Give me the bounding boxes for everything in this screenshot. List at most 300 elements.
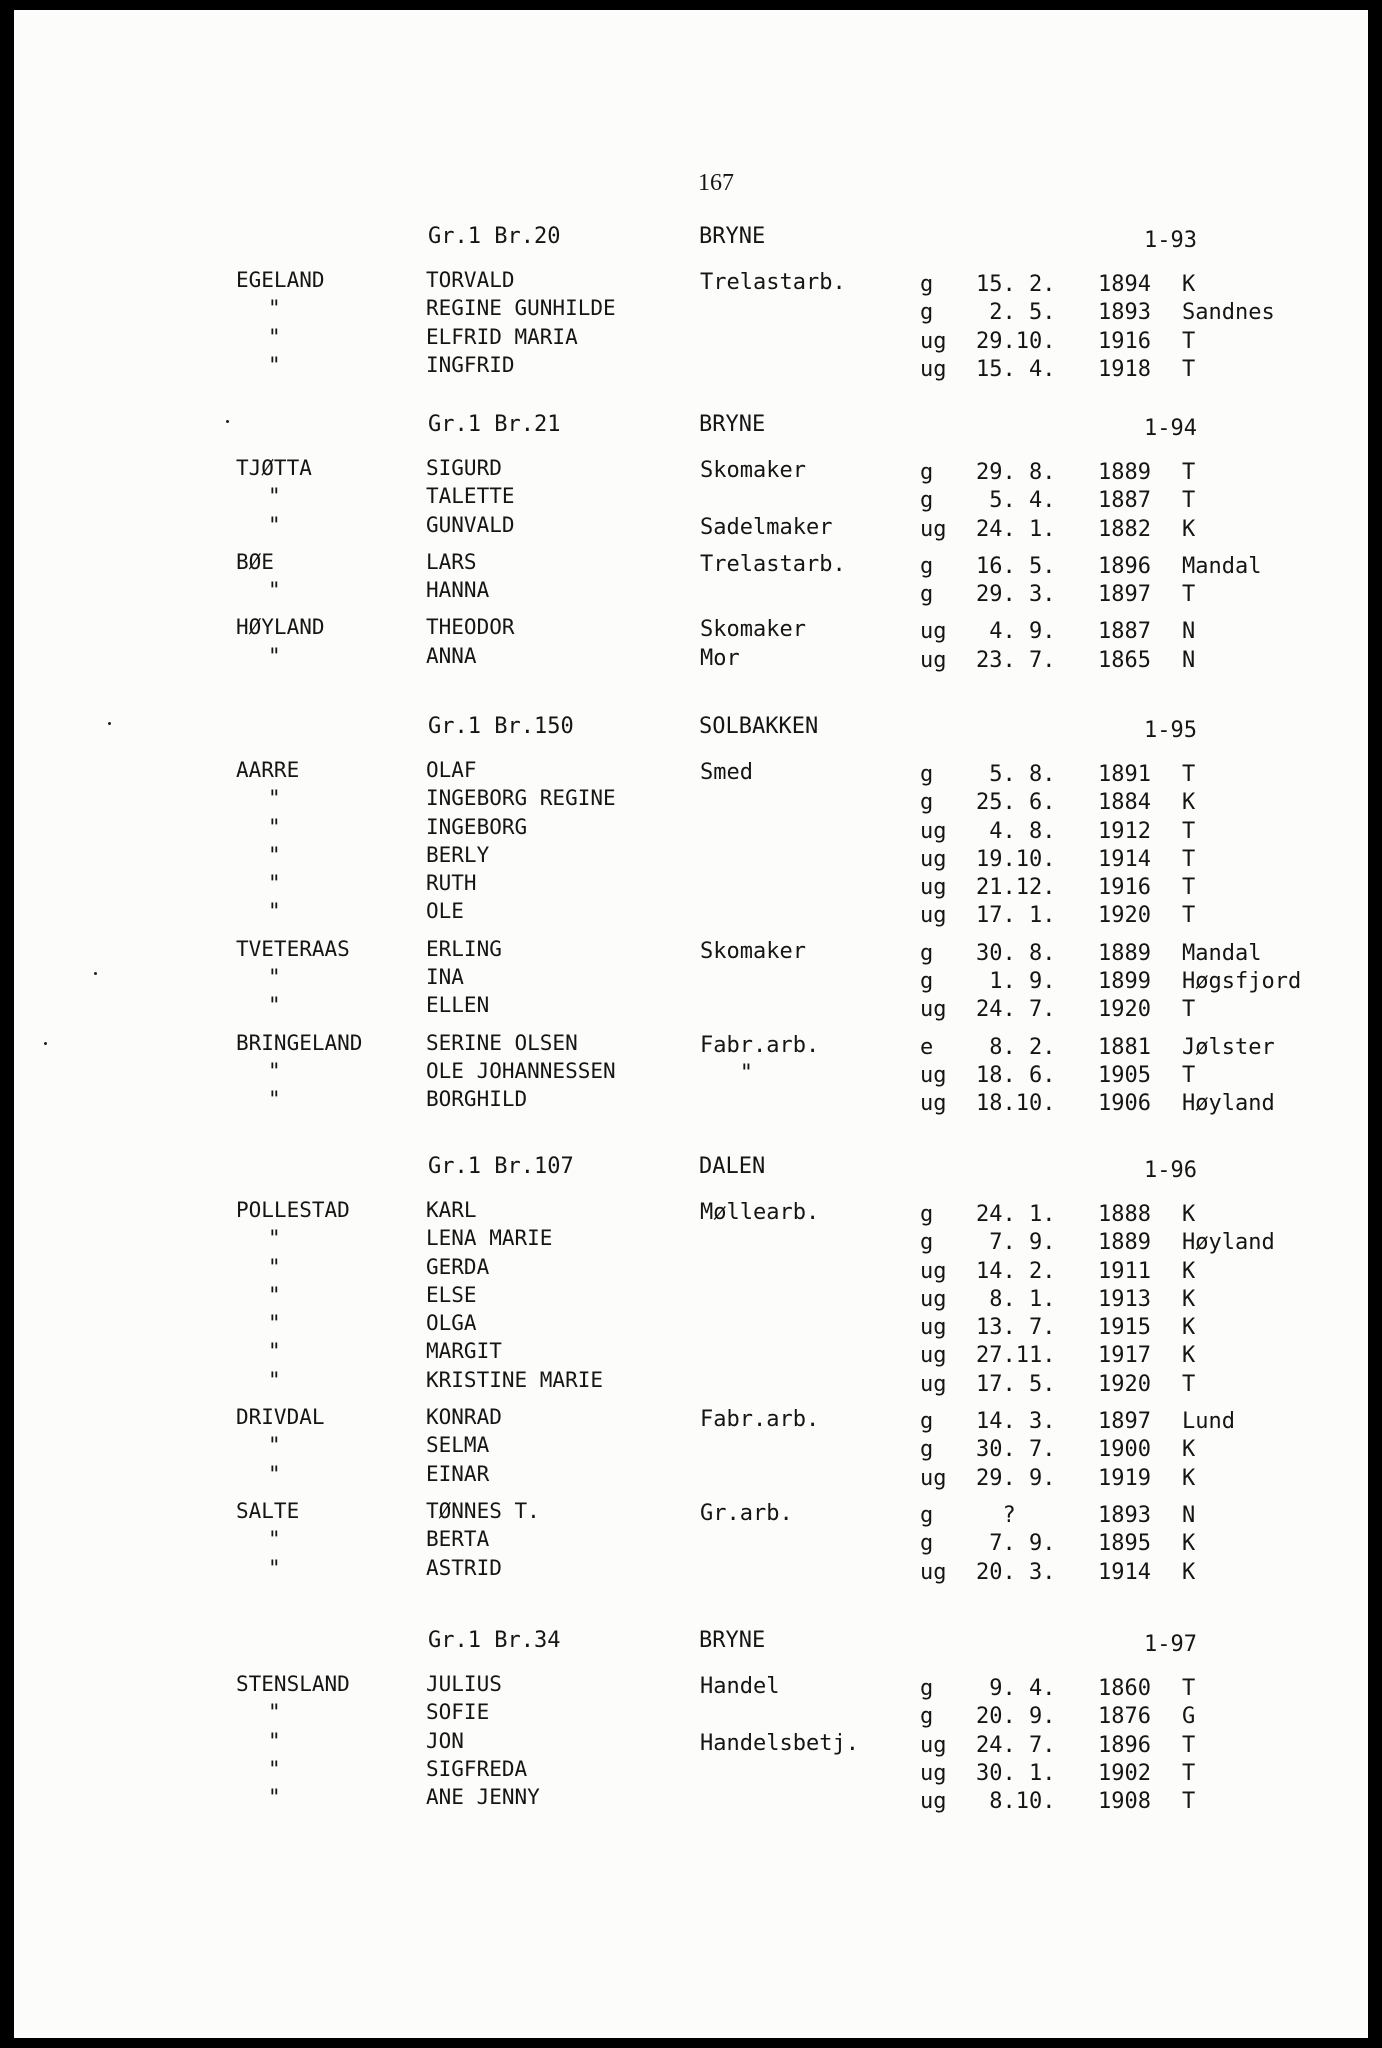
person-row xyxy=(14,1031,1368,1059)
given-name-cell: INGFRID xyxy=(426,352,515,377)
person-row xyxy=(14,550,1368,578)
person-row xyxy=(14,786,1368,814)
birth-date-cell: 24. 7. xyxy=(976,1732,1056,1758)
surname-cell: BRINGELAND xyxy=(236,1030,363,1055)
person-row xyxy=(14,513,1368,541)
scan-speck xyxy=(94,972,97,975)
group-code: 1-95 xyxy=(1144,718,1197,743)
birthplace-cell: T xyxy=(1182,997,1196,1023)
given-name-cell: OLE JOHANNESSEN xyxy=(426,1058,616,1083)
birth-year-cell: 1920 xyxy=(1098,1371,1151,1397)
birthplace-cell: K xyxy=(1182,1286,1196,1312)
occupation-cell: Skomaker xyxy=(700,617,806,643)
person-row xyxy=(14,1311,1368,1339)
person-row xyxy=(14,325,1368,353)
household-group xyxy=(14,1628,1368,1813)
birth-date-cell: 2. 5. xyxy=(976,300,1056,326)
surname-cell: " xyxy=(268,1756,281,1781)
marital-status-cell: g xyxy=(920,762,934,787)
scan-speck xyxy=(226,420,229,423)
birthplace-cell: K xyxy=(1182,1465,1196,1491)
surname-cell: " xyxy=(268,1282,281,1307)
person-row xyxy=(14,937,1368,965)
occupation-cell: Mor xyxy=(700,645,740,671)
birthplace-cell: T xyxy=(1182,356,1196,382)
person-row xyxy=(14,1700,1368,1728)
marital-status-cell: g xyxy=(920,1409,934,1435)
person-row xyxy=(14,1198,1368,1226)
given-name-cell: INGEBORG xyxy=(426,814,528,839)
given-name-cell: TORVALD xyxy=(426,268,515,292)
marital-status-cell: g xyxy=(920,460,934,485)
group-place: BRYNE xyxy=(699,412,766,437)
birth-year-cell: 1920 xyxy=(1098,997,1151,1023)
marital-status-cell: ug xyxy=(920,1258,947,1284)
given-name-cell: TALETTE xyxy=(426,484,515,509)
birth-date-cell: 4. 8. xyxy=(976,818,1056,844)
birthplace-cell: G xyxy=(1182,1704,1196,1730)
marital-status-cell: g xyxy=(920,1202,934,1227)
person-row xyxy=(14,1226,1368,1254)
birth-date-cell: ? xyxy=(976,1502,1016,1528)
given-name-cell: ERLING xyxy=(426,936,502,961)
birth-year-cell: 1905 xyxy=(1098,1062,1151,1088)
surname-cell: STENSLAND xyxy=(236,1672,350,1696)
marital-status-cell: ug xyxy=(920,1760,947,1786)
birth-year-cell: 1899 xyxy=(1098,969,1151,995)
birthplace-cell: T xyxy=(1182,328,1196,354)
birth-year-cell: 1902 xyxy=(1098,1760,1151,1786)
birthplace-cell: T xyxy=(1182,1760,1196,1786)
birthplace-cell: T xyxy=(1182,1062,1196,1088)
given-name-cell: KARL xyxy=(426,1198,477,1222)
birth-date-cell: 5. 8. xyxy=(976,762,1056,787)
surname-cell: " xyxy=(268,965,281,990)
birth-year-cell: 1887 xyxy=(1098,619,1151,645)
group-code: 1-97 xyxy=(1144,1632,1197,1657)
given-name-cell: BORGHILD xyxy=(426,1087,528,1112)
given-name-cell: JON xyxy=(426,1728,464,1753)
birthplace-cell: Jølster xyxy=(1182,1034,1275,1060)
group-address: Gr.1 Br.21 xyxy=(428,412,561,437)
person-row xyxy=(14,965,1368,993)
birthplace-cell: K xyxy=(1182,1559,1196,1585)
marital-status-cell: ug xyxy=(920,1789,947,1815)
person-row xyxy=(14,1339,1368,1367)
surname-cell: HØYLAND xyxy=(236,615,325,640)
birth-date-cell: 30. 1. xyxy=(976,1760,1056,1786)
birth-year-cell: 1897 xyxy=(1098,582,1151,608)
birthplace-cell: T xyxy=(1182,1676,1196,1701)
birth-year-cell: 1891 xyxy=(1098,762,1151,787)
marital-status-cell: ug xyxy=(920,846,947,872)
marital-status-cell: ug xyxy=(920,1343,947,1369)
surname-cell: " xyxy=(268,899,281,924)
household-group xyxy=(14,1154,1368,1584)
person-row xyxy=(14,296,1368,324)
group-header xyxy=(14,1628,1368,1672)
marital-status-cell: g xyxy=(920,1502,934,1528)
marital-status-cell: g xyxy=(920,790,934,816)
birth-date-cell: 15. 2. xyxy=(976,272,1056,297)
birth-year-cell: 1889 xyxy=(1098,1230,1151,1256)
birthplace-cell: N xyxy=(1182,619,1196,645)
given-name-cell: LENA MARIE xyxy=(426,1226,553,1251)
birthplace-cell: Lund xyxy=(1182,1409,1235,1435)
person-row xyxy=(14,758,1368,786)
birth-year-cell: 1888 xyxy=(1098,1202,1151,1227)
marital-status-cell: ug xyxy=(920,997,947,1023)
person-row xyxy=(14,1556,1368,1584)
group-address: Gr.1 Br.107 xyxy=(428,1154,574,1179)
birth-date-cell: 1. 9. xyxy=(976,969,1056,995)
marital-status-cell: ug xyxy=(920,818,947,844)
birthplace-cell: T xyxy=(1182,875,1196,901)
given-name-cell: KONRAD xyxy=(426,1405,502,1430)
person-row xyxy=(14,484,1368,512)
birth-date-cell: 9. 4. xyxy=(976,1676,1056,1701)
group-place: BRYNE xyxy=(699,224,766,249)
marital-status-cell: ug xyxy=(920,1286,947,1312)
birth-year-cell: 1889 xyxy=(1098,940,1151,966)
surname-cell: " xyxy=(268,1433,281,1458)
birth-year-cell: 1914 xyxy=(1098,1559,1151,1585)
given-name-cell: ANNA xyxy=(426,643,477,668)
birth-year-cell: 1916 xyxy=(1098,875,1151,901)
marital-status-cell: ug xyxy=(920,516,947,542)
surname-cell: EGELAND xyxy=(236,268,325,292)
birth-date-cell: 20. 9. xyxy=(976,1704,1056,1730)
group-code: 1-94 xyxy=(1144,416,1197,441)
person-row xyxy=(14,1785,1368,1813)
birthplace-cell: Sandnes xyxy=(1182,300,1275,326)
birth-date-cell: 14. 3. xyxy=(976,1409,1056,1435)
group-address: Gr.1 Br.34 xyxy=(428,1628,561,1653)
birthplace-cell: Høyland xyxy=(1182,1091,1275,1117)
surname-cell: BØE xyxy=(236,549,274,574)
birth-date-cell: 5. 4. xyxy=(976,488,1056,514)
surname-cell: " xyxy=(268,1555,281,1580)
birthplace-cell: T xyxy=(1182,818,1196,844)
group-header xyxy=(14,1154,1368,1198)
group-code: 1-93 xyxy=(1144,228,1197,253)
surname-cell: " xyxy=(268,1254,281,1279)
surname-cell: " xyxy=(268,1785,281,1810)
occupation-cell: Sadelmaker xyxy=(700,514,833,540)
birth-year-cell: 1860 xyxy=(1098,1676,1151,1701)
surname-cell: " xyxy=(268,814,281,839)
marital-status-cell: g xyxy=(920,1531,934,1557)
person-row xyxy=(14,815,1368,843)
person-row xyxy=(14,1405,1368,1433)
birthplace-cell: K xyxy=(1182,790,1196,816)
birth-year-cell: 1906 xyxy=(1098,1091,1151,1117)
person-row xyxy=(14,268,1368,296)
birthplace-cell: T xyxy=(1182,582,1196,608)
birth-year-cell: 1918 xyxy=(1098,356,1151,382)
person-row xyxy=(14,578,1368,606)
person-row xyxy=(14,1729,1368,1757)
birth-date-cell: 7. 9. xyxy=(976,1230,1056,1256)
birthplace-cell: T xyxy=(1182,1732,1196,1758)
surname-cell: " xyxy=(268,842,281,867)
marital-status-cell: g xyxy=(920,582,934,608)
birth-year-cell: 1889 xyxy=(1098,460,1151,485)
marital-status-cell: ug xyxy=(920,1315,947,1341)
marital-status-cell: ug xyxy=(920,1062,947,1088)
birth-date-cell: 8. 1. xyxy=(976,1286,1056,1312)
given-name-cell: INGEBORG REGINE xyxy=(426,786,616,811)
birth-year-cell: 1887 xyxy=(1098,488,1151,514)
birth-year-cell: 1917 xyxy=(1098,1343,1151,1369)
surname-cell: " xyxy=(268,578,281,603)
birth-year-cell: 1895 xyxy=(1098,1531,1151,1557)
birth-date-cell: 7. 9. xyxy=(976,1531,1056,1557)
marital-status-cell: g xyxy=(920,553,934,579)
surname-cell: " xyxy=(268,1728,281,1753)
person-row xyxy=(14,1527,1368,1555)
birthplace-cell: K xyxy=(1182,516,1196,542)
marital-status-cell: g xyxy=(920,1437,934,1463)
surname-cell: " xyxy=(268,484,281,509)
group-place: SOLBAKKEN xyxy=(699,714,819,739)
birth-date-cell: 25. 6. xyxy=(976,790,1056,816)
marital-status-cell: g xyxy=(920,1704,934,1730)
household-group xyxy=(14,714,1368,1116)
given-name-cell: GERDA xyxy=(426,1254,490,1279)
birth-year-cell: 1911 xyxy=(1098,1258,1151,1284)
surname-cell: TJØTTA xyxy=(236,456,312,480)
occupation-cell: Skomaker xyxy=(700,938,806,964)
birth-year-cell: 1896 xyxy=(1098,1732,1151,1758)
document-page xyxy=(14,10,1368,2038)
birth-date-cell: 24. 1. xyxy=(976,1202,1056,1227)
birthplace-cell: T xyxy=(1182,762,1196,787)
marital-status-cell: g xyxy=(920,969,934,995)
given-name-cell: REGINE GUNHILDE xyxy=(426,296,616,321)
birthplace-cell: N xyxy=(1182,647,1196,673)
occupation-cell: Handel xyxy=(700,1674,780,1699)
birth-date-cell: 23. 7. xyxy=(976,647,1056,673)
birthplace-cell: T xyxy=(1182,1371,1196,1397)
birthplace-cell: K xyxy=(1182,1437,1196,1463)
surname-cell: " xyxy=(268,993,281,1018)
occupation-cell: Fabr.arb. xyxy=(700,1032,820,1058)
person-row xyxy=(14,1368,1368,1396)
given-name-cell: ANE JENNY xyxy=(426,1785,540,1810)
given-name-cell: JULIUS xyxy=(426,1672,502,1696)
given-name-cell: OLE xyxy=(426,899,464,924)
birth-year-cell: 1897 xyxy=(1098,1409,1151,1435)
person-row xyxy=(14,1433,1368,1461)
birth-date-cell: 30. 8. xyxy=(976,940,1056,966)
birth-year-cell: 1919 xyxy=(1098,1465,1151,1491)
person-row xyxy=(14,1283,1368,1311)
given-name-cell: SIGURD xyxy=(426,456,502,480)
birth-date-cell: 17. 5. xyxy=(976,1371,1056,1397)
birthplace-cell: Høyland xyxy=(1182,1230,1275,1256)
birth-year-cell: 1865 xyxy=(1098,647,1151,673)
marital-status-cell: g xyxy=(920,300,934,326)
occupation-cell: Skomaker xyxy=(700,458,806,483)
birthplace-cell: K xyxy=(1182,1343,1196,1369)
birth-date-cell: 18.10. xyxy=(976,1091,1056,1117)
surname-cell: " xyxy=(268,1527,281,1552)
scan-speck xyxy=(44,1042,47,1045)
birth-year-cell: 1920 xyxy=(1098,903,1151,929)
surname-cell: " xyxy=(268,871,281,896)
surname-cell: " xyxy=(268,1311,281,1336)
person-row xyxy=(14,353,1368,381)
birth-date-cell: 15. 4. xyxy=(976,356,1056,382)
marital-status-cell: g xyxy=(920,488,934,514)
surname-cell: " xyxy=(268,296,281,321)
birth-year-cell: 1896 xyxy=(1098,553,1151,579)
birthplace-cell: Høgsfjord xyxy=(1182,969,1302,995)
person-row xyxy=(14,843,1368,871)
birth-year-cell: 1914 xyxy=(1098,846,1151,872)
surname-cell: POLLESTAD xyxy=(236,1198,350,1222)
surname-cell: " xyxy=(268,512,281,537)
given-name-cell: RUTH xyxy=(426,871,477,896)
birthplace-cell: K xyxy=(1182,1258,1196,1284)
occupation-cell: Handelsbetj. xyxy=(700,1730,859,1756)
person-row xyxy=(14,993,1368,1021)
given-name-cell: BERTA xyxy=(426,1527,490,1552)
birth-date-cell: 24. 1. xyxy=(976,516,1056,542)
group-header xyxy=(14,224,1368,268)
scan-speck xyxy=(108,722,111,725)
given-name-cell: MARGIT xyxy=(426,1339,502,1364)
given-name-cell: HANNA xyxy=(426,578,490,603)
birth-date-cell: 19.10. xyxy=(976,846,1056,872)
birth-date-cell: 29. 9. xyxy=(976,1465,1056,1491)
birth-date-cell: 30. 7. xyxy=(976,1437,1056,1463)
given-name-cell: BERLY xyxy=(426,842,490,867)
person-row xyxy=(14,1255,1368,1283)
birthplace-cell: K xyxy=(1182,1531,1196,1557)
given-name-cell: SERINE OLSEN xyxy=(426,1030,578,1055)
person-row xyxy=(14,1499,1368,1527)
birthplace-cell: Mandal xyxy=(1182,940,1262,966)
given-name-cell: TØNNES T. xyxy=(426,1498,540,1523)
group-place: DALEN xyxy=(699,1154,766,1179)
birth-date-cell: 13. 7. xyxy=(976,1315,1056,1341)
birth-date-cell: 14. 2. xyxy=(976,1258,1056,1284)
birthplace-cell: T xyxy=(1182,846,1196,872)
surname-cell: " xyxy=(268,1087,281,1112)
birthplace-cell: T xyxy=(1182,903,1196,929)
birth-year-cell: 1913 xyxy=(1098,1286,1151,1312)
given-name-cell: LARS xyxy=(426,549,477,574)
marital-status-cell: g xyxy=(920,272,934,297)
given-name-cell: GUNVALD xyxy=(426,512,515,537)
surname-cell: " xyxy=(268,1700,281,1725)
marital-status-cell: ug xyxy=(920,1091,947,1117)
birthplace-cell: K xyxy=(1182,272,1196,297)
marital-status-cell: e xyxy=(920,1034,934,1060)
given-name-cell: KRISTINE MARIE xyxy=(426,1367,604,1392)
marital-status-cell: g xyxy=(920,1676,934,1701)
birth-date-cell: 17. 1. xyxy=(976,903,1056,929)
occupation-cell: Trelastarb. xyxy=(700,551,846,577)
household-group xyxy=(14,224,1368,381)
marital-status-cell: ug xyxy=(920,619,947,645)
group-address: Gr.1 Br.150 xyxy=(428,714,574,739)
surname-cell: " xyxy=(268,1226,281,1251)
marital-status-cell: ug xyxy=(920,1559,947,1585)
birthplace-cell: N xyxy=(1182,1502,1196,1528)
surname-cell: DRIVDAL xyxy=(236,1405,325,1430)
marital-status-cell: ug xyxy=(920,1732,947,1758)
birth-date-cell: 24. 7. xyxy=(976,997,1056,1023)
birth-year-cell: 1894 xyxy=(1098,272,1151,297)
person-row xyxy=(14,1672,1368,1700)
surname-cell: " xyxy=(268,1339,281,1364)
birth-year-cell: 1881 xyxy=(1098,1034,1151,1060)
occupation-cell: Smed xyxy=(700,760,753,785)
group-header xyxy=(14,714,1368,758)
group-header xyxy=(14,412,1368,456)
birth-date-cell: 29.10. xyxy=(976,328,1056,354)
birth-date-cell: 29. 8. xyxy=(976,460,1056,485)
given-name-cell: SOFIE xyxy=(426,1700,490,1725)
surname-cell: " xyxy=(268,324,281,349)
birth-year-cell: 1915 xyxy=(1098,1315,1151,1341)
occupation-cell: " xyxy=(700,1060,753,1086)
surname-cell: " xyxy=(268,352,281,377)
given-name-cell: SIGFREDA xyxy=(426,1756,528,1781)
birth-date-cell: 16. 5. xyxy=(976,553,1056,579)
surname-cell: " xyxy=(268,1461,281,1486)
birth-year-cell: 1900 xyxy=(1098,1437,1151,1463)
marital-status-cell: g xyxy=(920,940,934,966)
marital-status-cell: ug xyxy=(920,356,947,382)
person-row xyxy=(14,1757,1368,1785)
birth-date-cell: 27.11. xyxy=(976,1343,1056,1369)
birth-year-cell: 1876 xyxy=(1098,1704,1151,1730)
surname-cell: " xyxy=(268,786,281,811)
surname-cell: SALTE xyxy=(236,1498,300,1523)
person-row xyxy=(14,644,1368,672)
birth-year-cell: 1908 xyxy=(1098,1789,1151,1815)
surname-cell: " xyxy=(268,1058,281,1083)
given-name-cell: ASTRID xyxy=(426,1555,502,1580)
person-row xyxy=(14,1059,1368,1087)
marital-status-cell: ug xyxy=(920,1371,947,1397)
birthplace-cell: K xyxy=(1182,1202,1196,1227)
given-name-cell: SELMA xyxy=(426,1433,490,1458)
birthplace-cell: T xyxy=(1182,1789,1196,1815)
surname-cell: AARRE xyxy=(236,758,300,782)
given-name-cell: INA xyxy=(426,965,464,990)
birthplace-cell: T xyxy=(1182,488,1196,514)
person-row xyxy=(14,456,1368,484)
surname-cell: TVETERAAS xyxy=(236,936,350,961)
birthplace-cell: K xyxy=(1182,1315,1196,1341)
occupation-cell: Trelastarb. xyxy=(700,270,846,295)
given-name-cell: EINAR xyxy=(426,1461,490,1486)
group-place: BRYNE xyxy=(699,1628,766,1653)
birth-year-cell: 1893 xyxy=(1098,300,1151,326)
marital-status-cell: ug xyxy=(920,875,947,901)
household-group xyxy=(14,412,1368,672)
given-name-cell: ELFRID MARIA xyxy=(426,324,578,349)
birth-year-cell: 1912 xyxy=(1098,818,1151,844)
surname-cell: " xyxy=(268,643,281,668)
marital-status-cell: ug xyxy=(920,328,947,354)
given-name-cell: THEODOR xyxy=(426,615,515,640)
